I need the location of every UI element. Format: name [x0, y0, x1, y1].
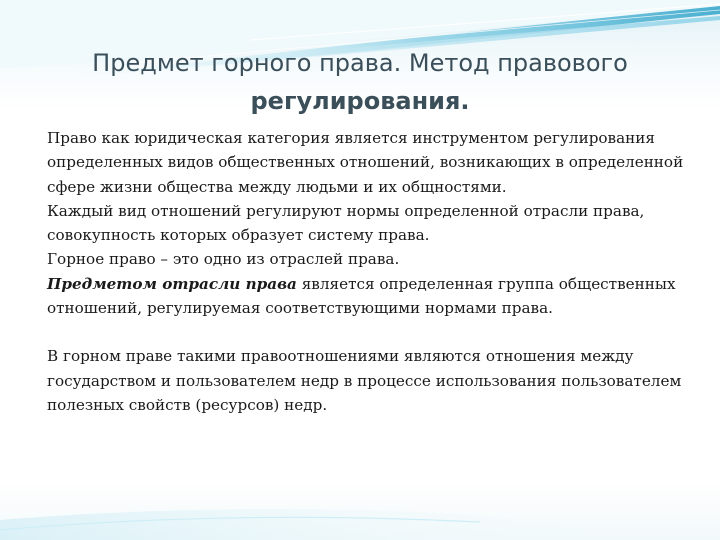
slide-body [47, 126, 707, 417]
subject-emphasis: Предметом отрасли права [47, 274, 297, 293]
paragraph-mining-law: Горное право – это одно из отраслей права. [47, 250, 400, 269]
paragraph-law-definition: Право как юридическая категория является инструментом регулирования определенных видов общественных отношений, возникающих в определенной сфере жизни общества между людьми и их общностями. [47, 129, 684, 196]
slide-title-line-2: регулирования. [250, 87, 470, 115]
paragraph-law-system: Каждый вид отношений регулируют нормы определенной отрасли права, совокупность которых образует систему права. [47, 201, 645, 245]
paragraph-mining-relations: В горном праве такими правоотношениями являются отношения между государством и пользователем недр в процессе использования пользователем полезных свойств (ресурсов) недр. [47, 347, 682, 414]
paragraph-gap [47, 320, 707, 344]
slide-title-line-1: Предмет горного права. Метод правового [92, 49, 628, 77]
paragraph-subject-of-branch [47, 272, 707, 321]
subject-rest: является определенная группа общественных отношений, регулируемая соответствующими нормами права. [47, 274, 676, 318]
slide-title [40, 44, 680, 120]
